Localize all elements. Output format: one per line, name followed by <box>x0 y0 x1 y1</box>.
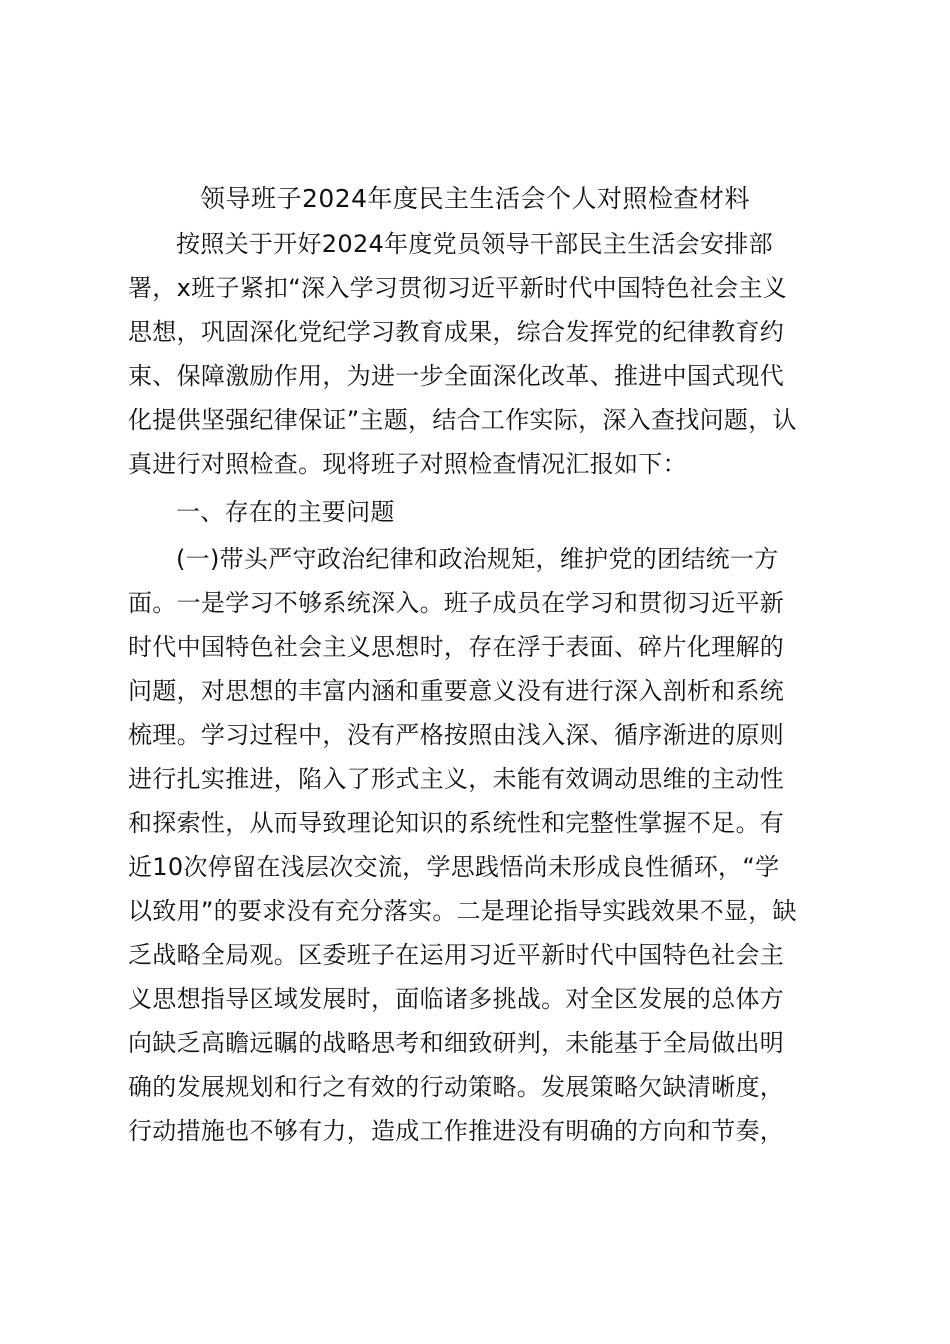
paragraph-line-10: 问题，对思想的丰富内涵和重要意义没有进行深入剖析和系统 <box>128 677 785 705</box>
paragraph-line-20: 行动措施也不够有力，造成工作推进没有明确的方向和节奏， <box>128 1117 785 1145</box>
paragraph-line-5: 化提供坚强纪律保证”主题，结合工作实际，深入查找问题，认 <box>128 406 797 434</box>
paragraph-line-14: 近10次停留在浅层次交流，学思践悟尚未形成良性循环，“学 <box>128 853 780 881</box>
paragraph-line-12: 进行扎实推进，陷入了形式主义，未能有效调动思维的主动性 <box>128 765 785 793</box>
section-heading: 一、存在的主要问题 <box>176 498 395 526</box>
paragraph-line-4: 束、保障激励作用，为进一步全面深化改革、推进中国式现代 <box>128 362 785 390</box>
paragraph-line-13: 和探索性，从而导致理论知识的系统性和完整性掌握不足。有 <box>128 809 785 837</box>
document-title: 领导班子2024年度民主生活会个人对照检查材料 <box>199 184 751 213</box>
paragraph-line-19: 确的发展规划和行之有效的行动策略。发展策略欠缺清晰度， <box>128 1073 785 1101</box>
paragraph-line-9: 时代中国特色社会主义思想时，存在浮于表面、碎片化理解的 <box>128 633 785 661</box>
paragraph-line-2: 署，x班子紧扣“深入学习贯彻习近平新时代中国特色社会主义 <box>128 274 788 302</box>
paragraph-line-15: 以致用”的要求没有充分落实。二是理论指导实践效果不显，缺 <box>128 897 797 925</box>
paragraph-line-11: 梳理。学习过程中，没有严格按照由浅入深、循序渐进的原则 <box>128 721 785 749</box>
paragraph-line-1: 按照关于开好2024年度党员领导干部民主生活会安排部 <box>176 230 773 258</box>
paragraph-line-16: 乏战略全局观。区委班子在运用习近平新时代中国特色社会主 <box>128 941 785 969</box>
paragraph-line-18: 向缺乏高瞻远瞩的战略思考和细致研判，未能基于全局做出明 <box>128 1029 785 1057</box>
paragraph-line-8: 面。一是学习不够系统深入。班子成员在学习和贯彻习近平新 <box>128 589 785 617</box>
paragraph-line-6: 真进行对照检查。现将班子对照检查情况汇报如下： <box>128 450 687 478</box>
paragraph-line-7: (一)带头严守政治纪律和政治规矩，维护党的团结统一方 <box>176 545 779 573</box>
paragraph-line-17: 义思想指导区域发展时，面临诸多挑战。对全区发展的总体方 <box>128 985 785 1013</box>
paragraph-line-3: 思想，巩固深化党纪学习教育成果，综合发挥党的纪律教育约 <box>128 318 785 346</box>
